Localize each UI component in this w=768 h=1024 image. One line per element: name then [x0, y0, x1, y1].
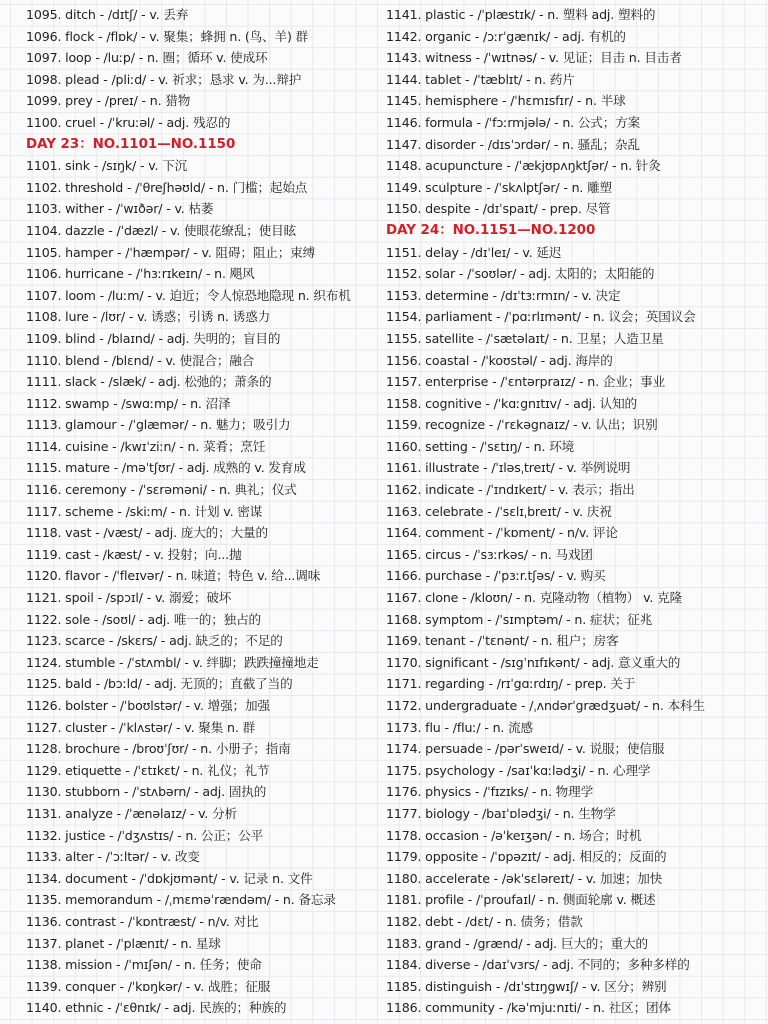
vocab-entry: 1110. blend - /blɛnd/ - v. 使混合；融合: [26, 352, 255, 368]
vocab-entry: 1101. sink - /sɪŋk/ - v. 下沉: [26, 158, 188, 174]
vocab-entry: 1108. lure - /lʊr/ - v. 诱惑；引诱 n. 诱惑力: [26, 309, 271, 325]
day-heading: DAY 24：NO.1151—NO.1200: [386, 222, 596, 238]
vocab-entry: 1136. contrast - /ˈkɒntræst/ - n/v. 对比: [26, 913, 259, 929]
vocab-entry: 1145. hemisphere - /ˈhɛmɪsfɪr/ - n. 半球: [386, 93, 626, 109]
vocab-entry: 1167. clone - /kloʊn/ - n. 克隆动物（植物） v. 克隆: [386, 590, 683, 606]
vocab-entry: 1170. significant - /sɪgˈnɪfɪkənt/ - adj. 意义重大的: [386, 654, 681, 670]
vocab-entry: 1112. swamp - /swɑːmp/ - n. 沼泽: [26, 395, 231, 411]
vocab-entry: 1123. scarce - /skɛrs/ - adj. 缺乏的；不足的: [26, 633, 283, 649]
vocab-entry: 1139. conquer - /ˈkɒŋkər/ - v. 战胜；征服: [26, 978, 271, 994]
vocab-entry: 1104. dazzle - /ˈdæzl/ - v. 使眼花缭乱；使目眩: [26, 222, 297, 238]
vocab-entry: 1118. vast - /væst/ - adj. 庞大的；大量的: [26, 525, 268, 541]
day-heading: DAY 23：NO.1101—NO.1150: [26, 136, 236, 152]
vocab-entry: 1171. regarding - /rɪˈgɑːrdɪŋ/ - prep. 关于: [386, 676, 636, 692]
vocab-entry: 1127. cluster - /ˈklʌstər/ - v. 聚集 n. 群: [26, 719, 256, 735]
vocab-entry: 1184. diverse - /daɪˈvɜrs/ - adj. 不同的；多种多样的: [386, 957, 690, 973]
vocab-entry: 1099. prey - /preɪ/ - n. 猎物: [26, 93, 191, 109]
vocab-entry: 1147. disorder - /dɪsˈɔrdər/ - n. 骚乱；杂乱: [386, 136, 640, 152]
vocab-entry: 1154. parliament - /ˈpɑːrlɪmənt/ - n. 议会；英国议会: [386, 309, 696, 325]
vocab-entry: 1102. threshold - /ˈθreʃhəʊld/ - n. 门槛；起始点: [26, 179, 308, 195]
right-column: [386, 4, 764, 1019]
vocab-entry: 1152. solar - /ˈsoʊlər/ - adj. 太阳的；太阳能的: [386, 266, 655, 282]
vocab-entry: 1175. psychology - /saɪˈkɑːlədʒi/ - n. 心理学: [386, 762, 651, 778]
vocab-entry: 1124. stumble - /ˈstʌmbl/ - v. 绊脚；跌跌撞撞地走: [26, 654, 319, 670]
vocab-entry: 1137. planet - /ˈplænɪt/ - n. 星球: [26, 935, 221, 951]
vocab-entry: 1131. analyze - /ˈænəlaɪz/ - v. 分析: [26, 805, 238, 821]
vocab-entry: 1143. witness - /ˈwɪtnəs/ - v. 见证；目击 n. 目击者: [386, 50, 682, 66]
vocab-entry: 1169. tenant - /ˈtɛnənt/ - n. 租户；房客: [386, 633, 619, 649]
vocab-entry: 1163. celebrate - /ˈsɛlɪˌbreɪt/ - v. 庆祝: [386, 503, 612, 519]
vocab-entry: 1138. mission - /ˈmɪʃən/ - n. 任务；使命: [26, 957, 262, 973]
vocab-entry: 1125. bald - /bɔːld/ - adj. 无顶的；直截了当的: [26, 676, 293, 692]
vocab-entry: 1168. symptom - /ˈsɪmptəm/ - n. 症状；征兆: [386, 611, 653, 627]
vocab-entry: 1164. comment - /ˈkɒment/ - n/v. 评论: [386, 525, 618, 541]
vocab-entry: 1133. alter - /ˈɔːltər/ - v. 改变: [26, 849, 200, 865]
vocab-entry: 1172. undergraduate - /ˌʌndərˈgrædʒuət/ - n. 本科生: [386, 698, 705, 713]
vocab-entry: 1115. mature - /məˈtʃʊr/ - adj. 成熟的 v. 发育成: [26, 460, 306, 476]
vocab-entry: 1141. plastic - /ˈplæstɪk/ - n. 塑料 adj. 塑料的: [386, 7, 656, 22]
vocab-entry: 1109. blind - /blaɪnd/ - adj. 失明的；盲目的: [26, 330, 281, 346]
vocab-entry: 1103. wither - /ˈwɪðər/ - v. 枯萎: [26, 201, 214, 217]
vocab-entry: 1105. hamper - /ˈhæmpər/ - v. 阻碍；阻止；束缚: [26, 244, 316, 260]
vocab-entry: 1142. organic - /ɔːrˈgænɪk/ - adj. 有机的: [386, 28, 626, 44]
vocab-entry: 1178. occasion - /əˈkeɪʒən/ - n. 场合；时机: [386, 827, 642, 843]
vocab-entry: 1157. enterprise - /ˈɛntərpraɪz/ - n. 企业；事业: [386, 374, 666, 390]
vocab-entry: 1120. flavor - /ˈfleɪvər/ - n. 味道；特色 v. 给...调味: [26, 568, 321, 584]
vocab-entry: 1098. plead - /pliːd/ - v. 祈求；恳求 v. 为...辩护: [26, 71, 302, 87]
vocab-entry: 1146. formula - /ˈfɔːrmjələ/ - n. 公式；方案: [386, 114, 641, 130]
vocab-entry: 1183. grand - /grænd/ - adj. 巨大的；重大的: [386, 935, 648, 951]
vocab-entry: 1134. document - /ˈdɒkjʊmənt/ - v. 记录 n. 文件: [26, 870, 313, 886]
vocab-entry: 1182. debt - /dɛt/ - n. 债务；借款: [386, 913, 583, 929]
vocab-entry: 1148. acupuncture - /ˈækjʊpʌŋktʃər/ - n. 针灸: [386, 158, 661, 174]
vocab-entry: 1165. circus - /ˈsɜːrkəs/ - n. 马戏团: [386, 546, 593, 562]
vocab-entry: 1162. indicate - /ˈɪndɪkeɪt/ - v. 表示；指出: [386, 482, 635, 498]
vocab-entry: 1144. tablet - /ˈtæblɪt/ - n. 药片: [386, 71, 575, 87]
vocab-entry: 1107. loom - /luːm/ - v. 迫近；令人惊恐地隐现 n. 织布机: [26, 287, 351, 303]
vocab-entry: 1185. distinguish - /dɪˈstɪŋgwɪʃ/ - v. 区分；辨别: [386, 978, 667, 994]
vocab-entry: 1155. satellite - /ˈsætəlaɪt/ - n. 卫星；人造卫星: [386, 330, 664, 346]
vocab-entry: 1166. purchase - /ˈpɜːr.tʃəs/ - v. 购买: [386, 568, 606, 584]
vocab-entry: 1135. memorandum - /ˌmɛməˈrændəm/ - n. 备忘录: [26, 892, 336, 908]
vocab-entry: 1129. etiquette - /ˈɛtɪkɛt/ - n. 礼仪；礼节: [26, 762, 270, 778]
vocab-entry: 1106. hurricane - /ˈhɜːrɪkeɪn/ - n. 飓风: [26, 266, 255, 282]
vocab-entry: 1096. flock - /flɒk/ - v. 聚集；蜂拥 n. (鸟、羊) 群: [26, 28, 309, 44]
vocab-entry: 1113. glamour - /ˈglæmər/ - n. 魅力；吸引力: [26, 417, 291, 433]
vocab-entry: 1132. justice - /ˈdʒʌstɪs/ - n. 公正；公平: [26, 827, 264, 843]
vocab-entry: 1150. despite - /dɪˈspaɪt/ - prep. 尽管: [386, 201, 611, 217]
vocab-entry: 1174. persuade - /pərˈsweɪd/ - v. 说服；使信服: [386, 741, 665, 757]
vocab-entry: 1119. cast - /kæst/ - v. 投射；向...抛: [26, 546, 242, 562]
vocab-entry: 1161. illustrate - /ˈɪləsˌtreɪt/ - v. 举例说明: [386, 460, 631, 476]
vocab-entry: 1186. community - /kəˈmjuːnɪti/ - n. 社区；团体: [386, 1000, 671, 1016]
vocab-entry: 1177. biology - /baɪˈɒlədʒi/ - n. 生物学: [386, 805, 616, 821]
vocab-entry: 1122. sole - /soʊl/ - adj. 唯一的；独占的: [26, 611, 261, 627]
vocab-entry: 1114. cuisine - /kwɪˈziːn/ - n. 菜肴；烹饪: [26, 438, 266, 454]
vocab-entry: 1180. accelerate - /əkˈsɛləreɪt/ - v. 加速；加快: [386, 870, 663, 886]
vocab-entry: 1153. determine - /dɪˈtɜːrmɪn/ - v. 决定: [386, 287, 621, 303]
vocab-entry: 1160. setting - /ˈsɛtɪŋ/ - n. 环境: [386, 438, 575, 454]
vocab-entry: 1151. delay - /dɪˈleɪ/ - v. 延迟: [386, 244, 562, 260]
vocab-entry: 1100. cruel - /ˈkruːəl/ - adj. 残忍的: [26, 114, 231, 130]
vocab-entry: 1097. loop - /luːp/ - n. 圈；循环 v. 使成环: [26, 50, 268, 66]
vocab-entry: 1130. stubborn - /ˈstʌbərn/ - adj. 固执的: [26, 784, 267, 800]
vocab-entry: 1116. ceremony - /ˈsɛrəməni/ - n. 典礼；仪式: [26, 482, 297, 498]
left-column: [26, 4, 382, 1019]
vocab-entry: 1111. slack - /slæk/ - adj. 松弛的；萧条的: [26, 374, 272, 390]
vocab-entry: 1128. brochure - /broʊˈʃʊr/ - n. 小册子；指南: [26, 741, 291, 757]
vocab-entry: 1149. sculpture - /ˈskʌlptʃər/ - n. 雕塑: [386, 179, 613, 195]
vocab-entry: 1176. physics - /ˈfɪzɪks/ - n. 物理学: [386, 784, 594, 800]
vocab-entry: 1156. coastal - /ˈkoʊstəl/ - adj. 海岸的: [386, 352, 613, 368]
vocab-entry: 1117. scheme - /skiːm/ - n. 计划 v. 密谋: [26, 503, 263, 519]
vocab-entry: 1158. cognitive - /ˈkɑːgnɪtɪv/ - adj. 认知的: [386, 395, 637, 411]
vocab-entry: 1179. opposite - /ˈɒpəzɪt/ - adj. 相反的；反面的: [386, 849, 667, 865]
vocab-entry: 1181. profile - /ˈproufaɪl/ - n. 侧面轮廓 v. 概述: [386, 892, 656, 908]
vocab-entry: 1140. ethnic - /ˈɛθnɪk/ - adj. 民族的；种族的: [26, 1000, 287, 1016]
vocab-entry: 1173. flu - /fluː/ - n. 流感: [386, 719, 533, 735]
vocab-entry: 1126. bolster - /ˈboʊlstər/ - v. 增强；加强: [26, 698, 270, 713]
vocab-entry: 1121. spoil - /spɔɪl/ - v. 溺爱；破坏: [26, 590, 232, 606]
vocab-entry: 1095. ditch - /dɪtʃ/ - v. 丢弃: [26, 7, 189, 22]
vocab-entry: 1159. recognize - /ˈrɛkəgnaɪz/ - v. 认出；识别: [386, 417, 658, 433]
